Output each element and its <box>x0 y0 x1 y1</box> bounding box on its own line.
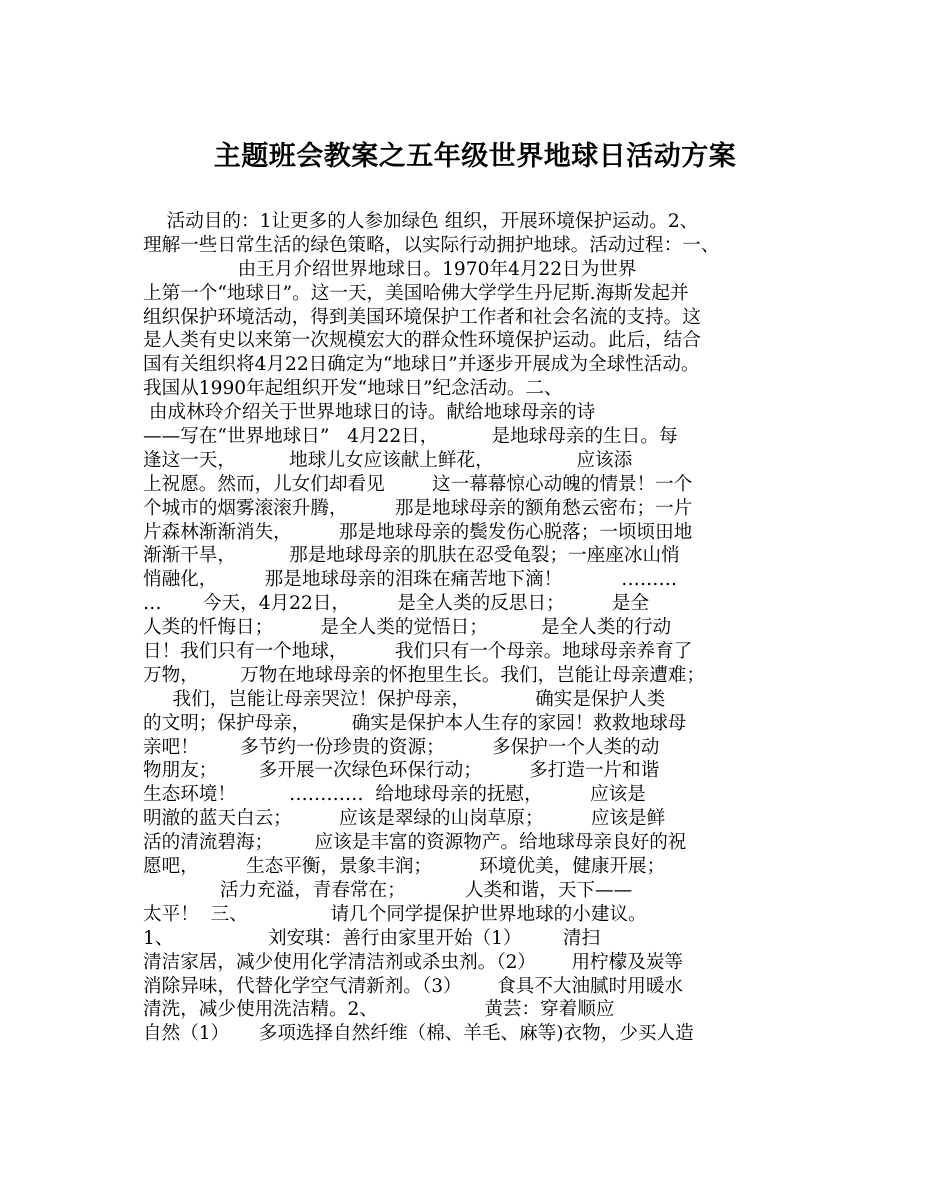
text-line: 组织保护环境活动，得到美国环境保护工作者和社会名流的支持。这 <box>143 306 701 328</box>
text-line: 1、 刘安琪：善行由家里开始（1） 清扫 <box>143 927 601 949</box>
text-line: 是人类有史以来第一次规模宏大的群众性环境保护运动。此后，结合 <box>143 330 701 352</box>
document-body <box>143 210 823 1046</box>
text-line: 自然（1） 多项选择自然纤维（棉、羊毛、麻等)衣物，少买人造 <box>143 1023 694 1045</box>
text-line: 逢这一天， 地球儿女应该献上鲜花， 应该添 <box>143 449 633 471</box>
text-line: 活动目的：1让更多的人参加绿色 组织，开展环境保护运动。2、 <box>143 211 699 232</box>
text-line: 的文明；保护母亲， 确实是保护本人生存的家园！救救地球母 <box>143 712 687 734</box>
text-line: 生态环境！ ………… 给地球母亲的抚慰， 应该是 <box>143 784 646 806</box>
text-line: 悄融化， 那是地球母亲的泪珠在痛苦地下滴！ ……… <box>143 569 678 591</box>
text-line: 太平！ 三、 请几个同学提保护世界地球的小建议。 <box>143 903 647 925</box>
text-line: 上第一个“地球日”。这一天，美国哈佛大学学生丹尼斯.海斯发起并 <box>143 282 689 304</box>
text-line: 愿吧， 生态平衡，景象丰润； 环境优美，健康开展； <box>143 856 666 878</box>
text-line: … 今天，4月22日， 是全人类的反思日； 是全 <box>143 593 650 615</box>
text-line: 个城市的烟雾滚滚升腾， 那是地球母亲的额角愁云密布；一片 <box>143 497 693 519</box>
text-line: 片森林渐渐消失， 那是地球母亲的鬓发伤心脱落；一顷顷田地 <box>143 521 693 543</box>
text-line: 我们，岂能让母亲哭泣！保护母亲， 确实是保护人类 <box>143 688 666 710</box>
text-line: 人类的忏悔日； 是全人类的觉悟日； 是全人类的行动 <box>143 617 672 639</box>
text-line: 日！我们只有一个地球， 我们只有一个母亲。地球母亲养育了 <box>143 641 693 663</box>
text-line: 我国从1990年起组织开发“地球日”纪念活动。二、 <box>143 378 563 400</box>
text-line: 明澈的蓝天白云； 应该是翠绿的山岗草原； 应该是鲜 <box>143 808 666 830</box>
text-line: 由成林玲介绍关于世界地球日的诗。献给地球母亲的诗 <box>143 402 596 424</box>
text-line: 万物， 万物在地球母亲的怀抱里生长。我们，岂能让母亲遭难； <box>143 664 705 686</box>
text-line: 亲吧！ 多节约一份珍贵的资源； 多保护一个人类的动 <box>143 736 660 758</box>
text-line: 上祝愿。然而，儿女们却看见 这一幕幕惊心动魄的情景！一个 <box>143 473 693 495</box>
text-line: 活力充溢，青春常在； 人类和谐，天下—— <box>143 879 633 901</box>
text-line: 消除异味，代替化学空气清新剂。（3） 食具不大油腻时用暖水 <box>143 975 684 997</box>
text-line: 由王月介绍世界地球日。1970年4月22日为世界 <box>143 258 637 280</box>
text-line: 国有关组织将4月22日确定为“地球日”并逐步开展成为全球性活动。 <box>143 354 700 376</box>
text-line: 渐渐干旱， 那是地球母亲的肌肤在忍受龟裂；一座座冰山悄 <box>143 545 680 567</box>
text-line: 清洗，减少使用洗洁精。2、 黄芸：穿着顺应 <box>143 999 615 1021</box>
text-line: ——写在“世界地球日” 4月22日， 是地球母亲的生日。每 <box>143 426 678 448</box>
text-line: 清洁家居，减少使用化学清洁剂或杀虫剂。（2） 用柠檬及炭等 <box>143 951 684 973</box>
document-title: 主题班会教案之五年级世界地球日活动方案 <box>213 141 737 172</box>
text-line: 活的清流碧海； 应该是丰富的资源物产。给地球母亲良好的祝 <box>143 832 687 854</box>
text-line: 物朋友； 多开展一次绿色环保行动； 多打造一片和谐 <box>143 760 660 782</box>
text-line: 理解一些日常生活的绿色策略，以实际行动拥护地球。活动过程：一、 <box>143 234 720 256</box>
